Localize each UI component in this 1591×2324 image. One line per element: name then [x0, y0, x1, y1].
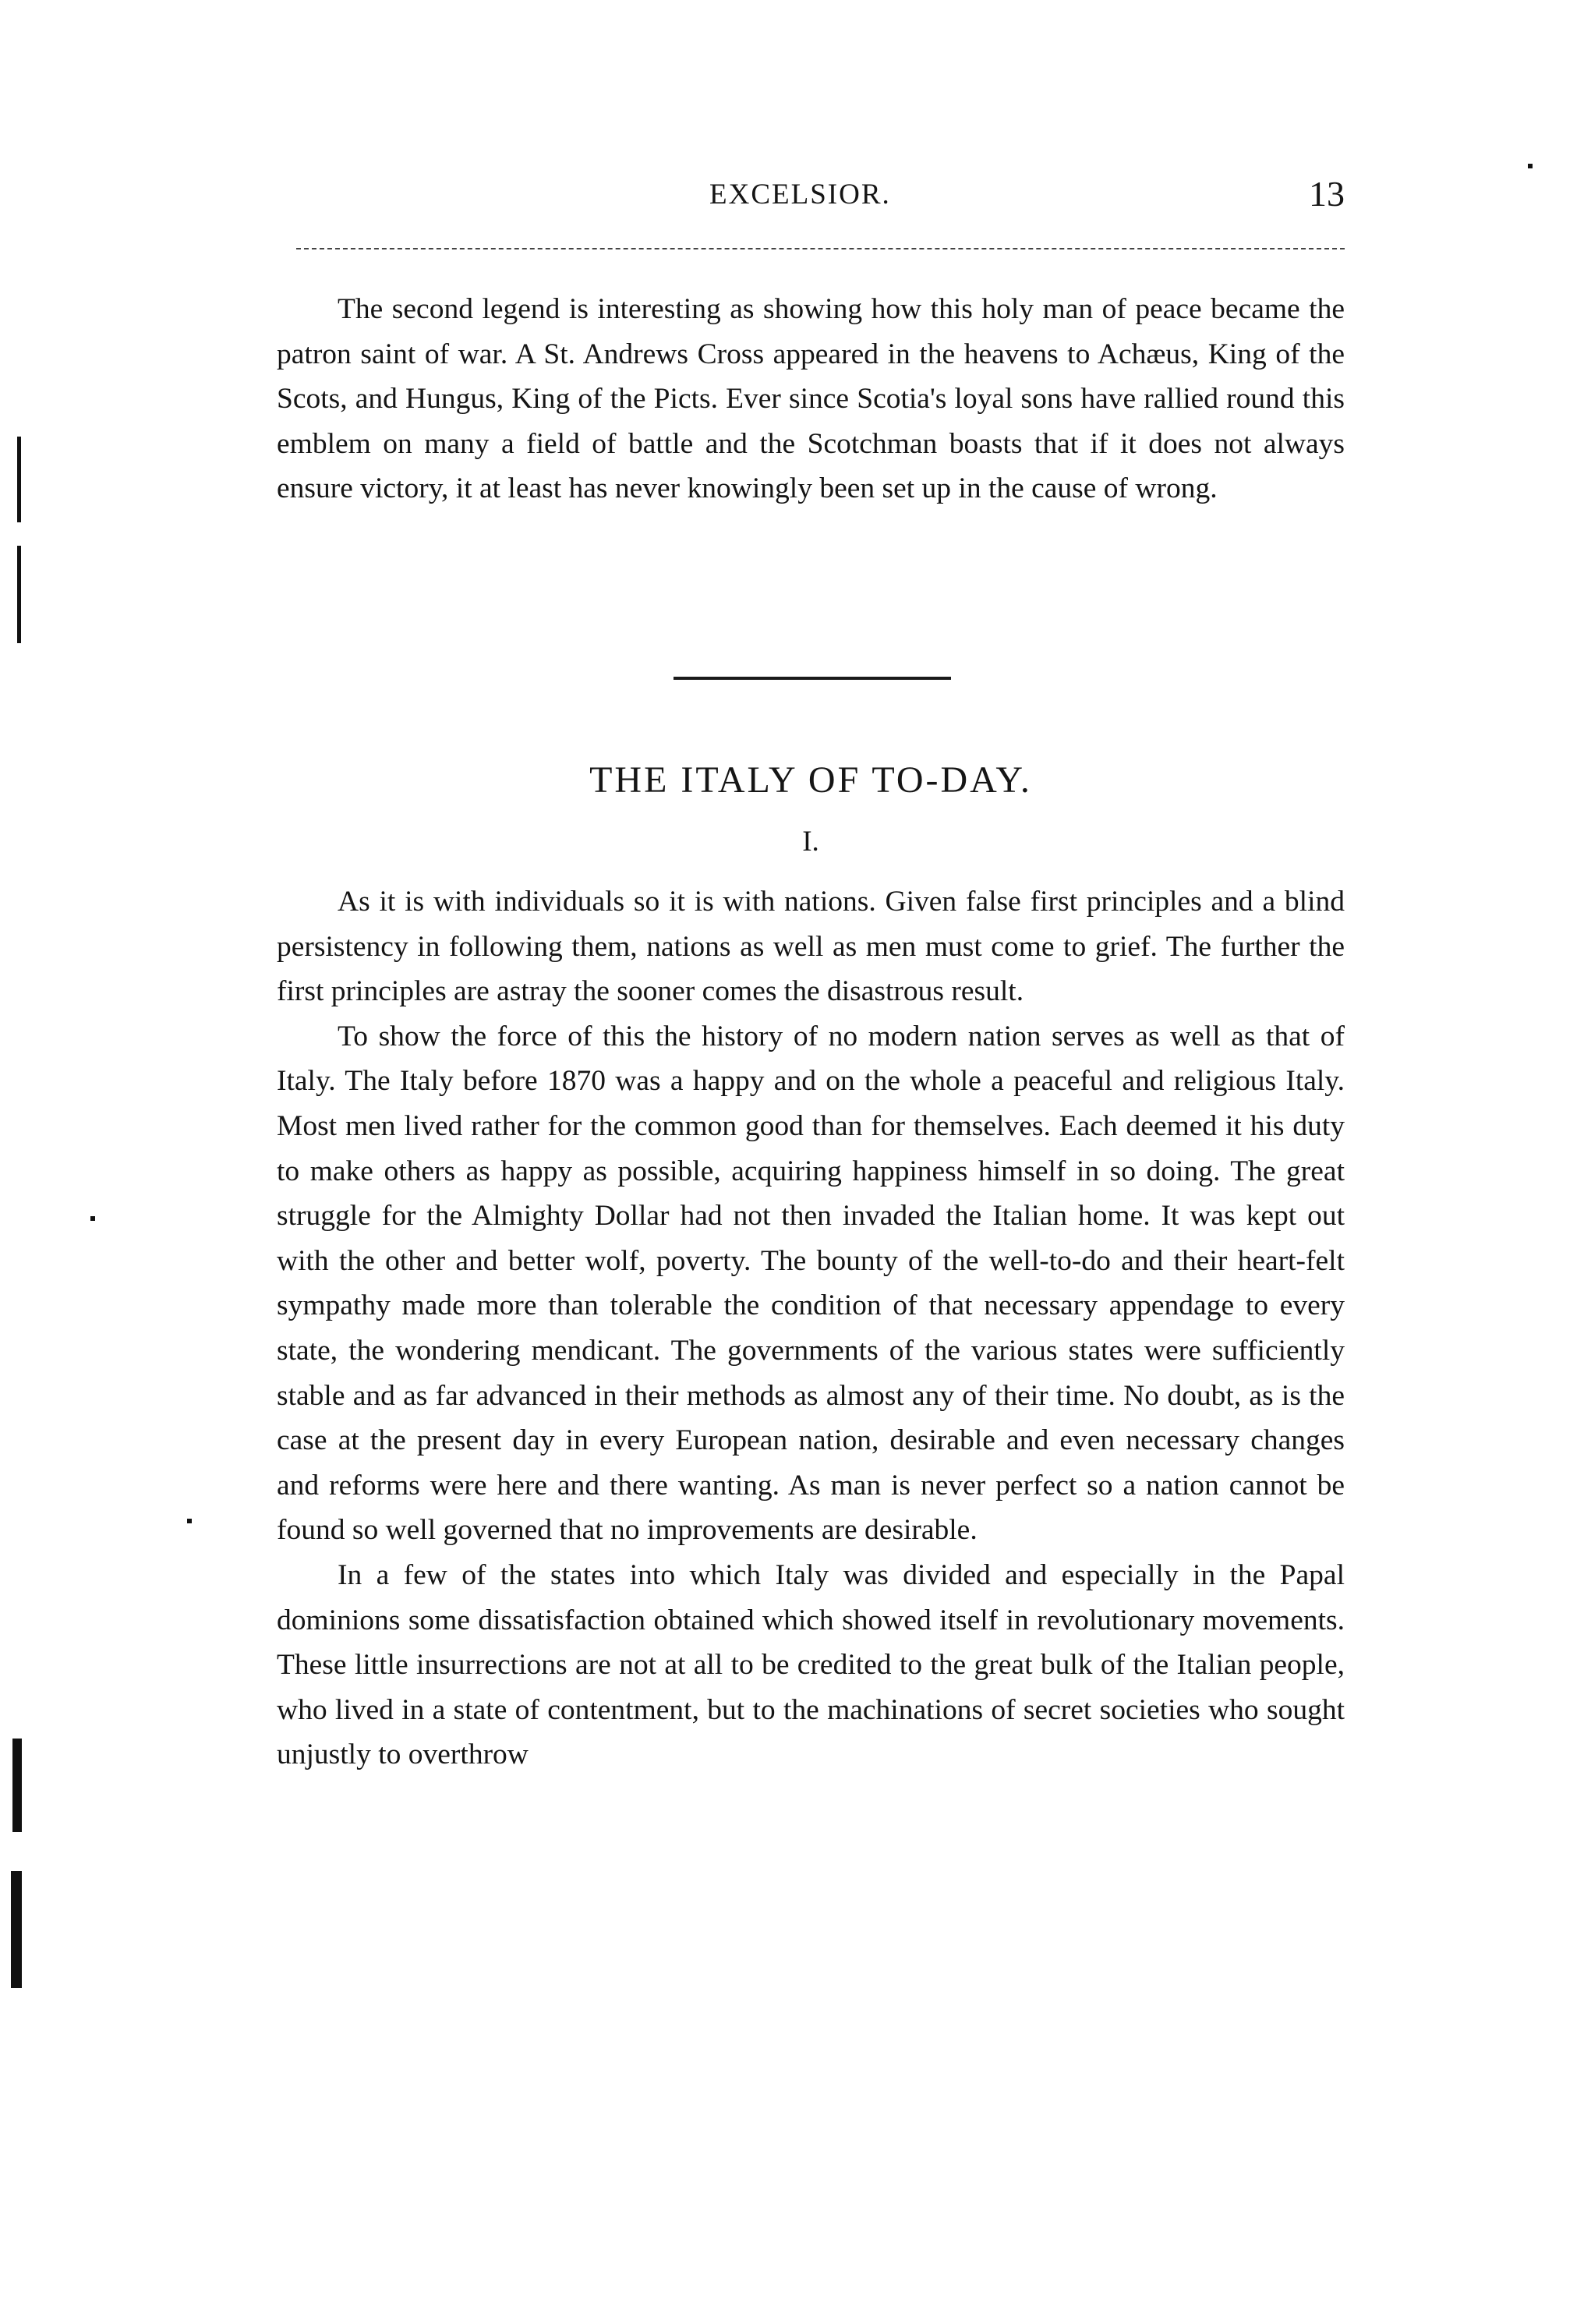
article-paragraph: In a few of the states into which Italy was divided and especially in the Papal dominions some dissatisfaction obtained which showed itself in revolutionary movements. These little insurrections are not at all to be credited to the great bulk of the Italian people, who lived in a state of contentment, but to the machinations of secret societies who sought unjustly to overthrow: [277, 1558, 1345, 1771]
section-divider: [674, 677, 951, 680]
scan-mark: [1528, 164, 1533, 168]
article-paragraph: To show the force of this the history of no modern nation serves as well as that of Italy. The Italy before 1870 was a happy and on the whole a peaceful and religious Italy. Most men lived rather for the common good than for themselves. Each deemed it his duty to make others as happy as possible, acquiring happiness himself in so doing. The great struggle for the Almighty Dollar had not then invaded the Italian home. It was kept out with the other and better wolf, poverty. The bounty of the well-to-do and their heart-felt sympathy made more than tolerable the condition of that necessary appendage to every state, the wondering mendicant. The governments of the various states were sufficiently stable and as far advanced in their methods as almost any of their time. No doubt, as is the case at the present day in every European nation, desirable and even necessary changes and reforms were here and there wanting. As man is never perfect so a nation cannot be found so well governed that no improvements are desirable.: [277, 1020, 1345, 1547]
header-rule: [296, 248, 1345, 249]
legend-paragraph: The second legend is interesting as showing how this holy man of peace became the patron saint of war. A St. Andrews Cross appeared in the heavens to Achæus, King of the Scots, and Hungus, King of the Picts. Ever since Scotia's loyal sons have rallied round this emblem on many a field of battle and the Scotchman boasts that if it does not always ensure victory, it at least has never knowingly been set up in the cause of wrong.: [277, 293, 1345, 505]
page-number: 13: [1309, 174, 1345, 214]
scan-mark: [90, 1216, 95, 1221]
scan-mark: [187, 1519, 192, 1523]
article-body: [277, 879, 1345, 1777]
running-title: EXCELSIOR.: [709, 179, 891, 210]
article-paragraph: As it is with individuals so it is with nations. Given false first principles and a blind persistency in following them, nations as well as men must come to grief. The further the first principles are astray the sooner comes the disastrous result.: [277, 886, 1345, 1008]
scan-mark: [17, 546, 21, 643]
running-head: [277, 174, 1345, 225]
section-numeral: I.: [802, 826, 819, 858]
scan-mark: [12, 1739, 22, 1832]
scan-mark: [11, 1871, 22, 1988]
scan-mark: [17, 437, 21, 522]
article-title: THE ITALY OF TO-DAY.: [589, 759, 1032, 801]
legend-section: [277, 287, 1345, 511]
